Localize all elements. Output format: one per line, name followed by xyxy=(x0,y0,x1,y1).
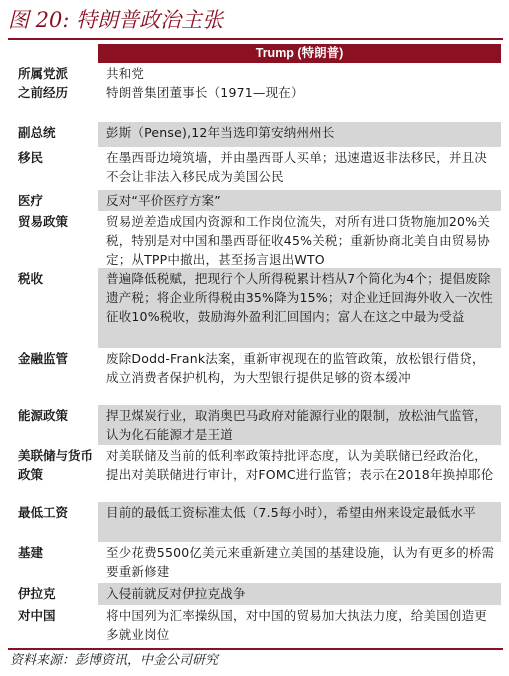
row-value-trade-policy: 贸易逆差造成国内资源和工作岗位流失，对所有进口货物施加20%关税，特别是对中国和墨西哥征收45%关税；重新协商北美自由贸易协定；从TPP中撤出，甚至扬言退出WTO xyxy=(106,214,490,267)
table-row xyxy=(14,605,501,645)
table-row xyxy=(14,405,501,445)
table-spacer xyxy=(14,104,501,122)
row-value-financial-regulation: 废除Dodd-Frank法案，重新审视现在的监管政策，放松银行借贷，成立消费者保护机构，为大型银行提供足够的资本缓冲 xyxy=(106,351,485,385)
row-value-taxation: 普遍降低税赋，把现行个人所得税累计档从7个简化为4个；提倡废除遗产税；将企业所得税由35%降为15%；对企业迁回海外收入一次性征收10%税收，鼓励海外盈利汇回国内；富人在这之中最为受益 xyxy=(98,268,501,348)
table-row xyxy=(14,445,501,502)
table-header-row xyxy=(14,44,501,63)
row-key-immigration: 移民 xyxy=(18,150,44,165)
row-key-financial-regulation: 金融监管 xyxy=(18,351,69,366)
table-row xyxy=(14,348,501,405)
header-blank-cell xyxy=(14,44,98,63)
table-row xyxy=(14,583,501,605)
table-row xyxy=(14,82,501,104)
row-value-healthcare: 反对“平价医疗方案” xyxy=(98,190,501,211)
row-key-experience: 之前经历 xyxy=(18,85,69,100)
table-row xyxy=(14,542,501,583)
row-key-fed-monetary-policy: 美联储与货币政策 xyxy=(18,448,94,482)
row-key-trade-policy: 贸易政策 xyxy=(18,214,69,229)
row-value-fed-monetary-policy: 对美联储及当前的低利率政策持批评态度，认为美联储已经政治化，提出对美联储进行审计，对FOMC进行监管；表示在2018年换掉耶伦 xyxy=(106,448,494,482)
row-value-immigration: 在墨西哥边境筑墙，并由墨西哥人买单；迅速遣返非法移民，并且决不会让非法入移民成为美国公民 xyxy=(106,150,488,184)
row-value-experience: 特朗普集团董事长（1971—现在） xyxy=(106,85,304,100)
row-value-infrastructure: 至少花费5500亿美元来重新建立美国的基建设施，认为有更多的桥需要重新修建 xyxy=(106,545,495,579)
table-row xyxy=(14,268,501,348)
table-row xyxy=(14,63,501,82)
figure-title: 图 20: 特朗普政治主张 xyxy=(8,8,224,32)
row-key-party: 所属党派 xyxy=(18,66,69,81)
row-value-minimum-wage: 目前的最低工资标准太低（7.5每小时），希望由州来设定最低水平 xyxy=(98,502,501,542)
table-row xyxy=(14,502,501,542)
row-key-china: 对中国 xyxy=(18,608,56,623)
row-key-iraq: 伊拉克 xyxy=(18,586,56,601)
source-note: 资料来源：彭博资讯，中金公司研究 xyxy=(10,653,219,668)
row-key-energy-policy: 能源政策 xyxy=(18,408,69,423)
title-divider xyxy=(8,38,503,40)
row-value-china: 将中国列为汇率操纵国，对中国的贸易加大执法力度，给美国创造更多就业岗位 xyxy=(106,608,488,642)
table-row xyxy=(14,190,501,211)
source-divider xyxy=(8,648,503,650)
table-row xyxy=(14,147,501,190)
table-row xyxy=(14,122,501,147)
row-key-taxation: 税收 xyxy=(18,271,44,286)
row-value-iraq: 入侵前就反对伊拉克战争 xyxy=(98,583,501,605)
policy-table xyxy=(14,44,501,645)
row-value-vice-president: 彭斯（Pense),12年当选印第安纳州州长 xyxy=(98,122,501,147)
row-key-healthcare: 医疗 xyxy=(18,193,44,208)
table-row xyxy=(14,211,501,268)
table-header-trump: Trump (特朗普) xyxy=(98,44,501,63)
row-key-vice-president: 副总统 xyxy=(18,125,56,140)
row-value-party: 共和党 xyxy=(106,66,145,81)
row-value-energy-policy: 捍卫煤炭行业，取消奥巴马政府对能源行业的限制，放松油气监管，认为化石能源才是王道 xyxy=(98,405,501,445)
row-key-infrastructure: 基建 xyxy=(18,545,44,560)
row-key-minimum-wage: 最低工资 xyxy=(18,505,69,520)
